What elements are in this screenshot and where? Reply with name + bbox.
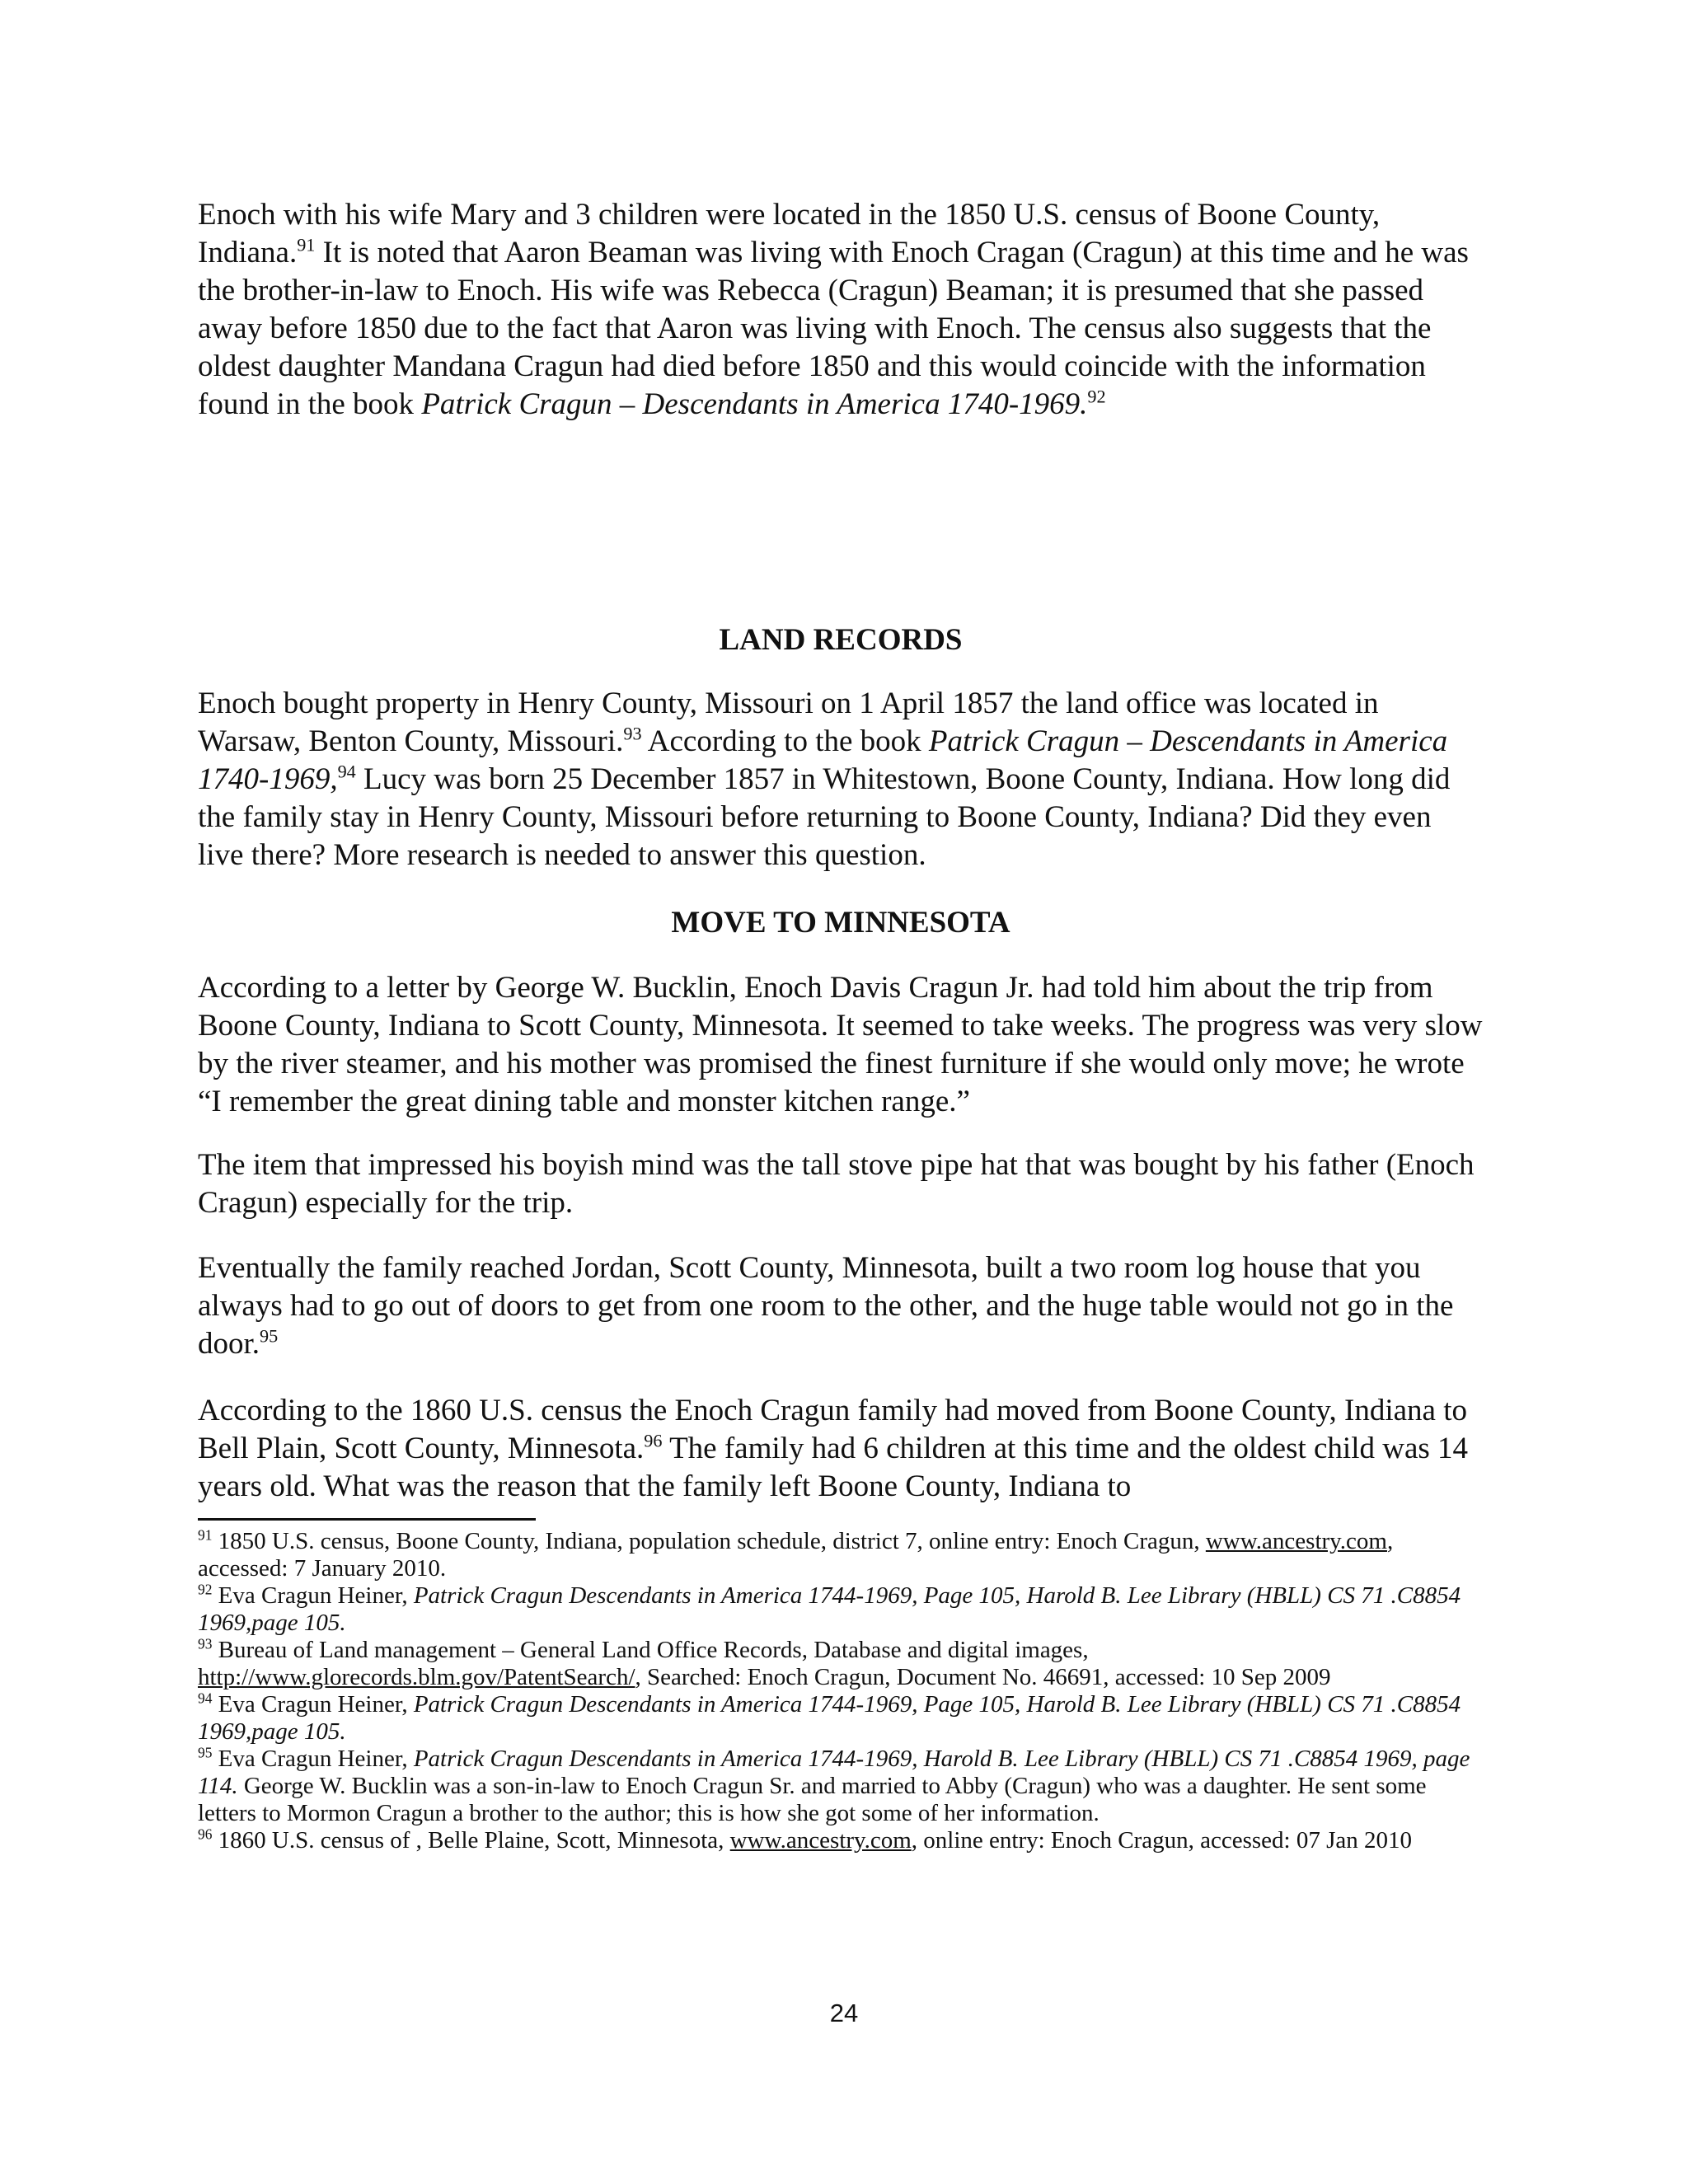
- paragraph-land-records: [198, 685, 1484, 874]
- footnote-91: [198, 1528, 1484, 1582]
- footnote-text: Bureau of Land management – General Land Office Records, Database and digital images,: [212, 1637, 1089, 1663]
- footnote-text: Eva Cragun Heiner,: [212, 1691, 414, 1718]
- footnote-text: , Searched: Enoch Cragun, Document No. 46691, accessed: 10 Sep 2009: [635, 1664, 1331, 1690]
- footnote-number: 95: [198, 1744, 213, 1761]
- footnote-96: [198, 1827, 1484, 1854]
- paragraph-1850-census: [198, 196, 1484, 424]
- footnote-divider: [198, 1518, 536, 1521]
- footnote-92: [198, 1582, 1484, 1637]
- footnote-number: 91: [198, 1526, 213, 1544]
- footnote-text: , online entry: Enoch Cragun, accessed: 07 Jan 2010: [911, 1827, 1413, 1854]
- paragraph-text: According to the book: [641, 724, 929, 758]
- paragraph-text: Eventually the family reached Jordan, Scott County, Minnesota, built a two room log house that you always had to go out of doors to get from one room to the other, and the huge table would not go in the door.: [198, 1251, 1454, 1361]
- footnote-number: 96: [198, 1825, 213, 1843]
- ancestry-link[interactable]: www.ancestry.com: [1205, 1528, 1387, 1554]
- footnote-95: [198, 1746, 1484, 1827]
- footnote-ref-95[interactable]: 95: [260, 1325, 279, 1347]
- footnote-ref-94[interactable]: 94: [337, 761, 356, 782]
- footnote-citation: Patrick Cragun Descendants in America 1744-1969, Harold B. Lee Library (HBLL) CS 71 .C8854 1969, page 114.: [198, 1746, 1470, 1799]
- paragraph-text: Enoch with his wife Mary and 3 children were located in the 1850 U.S. census of Boone County, Indiana.: [198, 198, 1381, 269]
- footnotes-section: [198, 1528, 1484, 1854]
- footnote-93: [198, 1637, 1484, 1691]
- book-title: Patrick Cragun – Descendants in America 1740-1969.: [421, 387, 1088, 421]
- footnote-number: 94: [198, 1690, 213, 1707]
- footnote-text: George W. Bucklin was a son-in-law to Enoch Cragun Sr. and married to Abby (Cragun) who was a daughter. He sent some letters to Mormon Cragun a brother to the author; this is how she got some of her information.: [198, 1773, 1427, 1826]
- footnote-ref-93[interactable]: 93: [623, 723, 642, 744]
- book-title: Patrick Cragun – Descendants in America 1740-1969,: [198, 724, 1448, 796]
- footnote-ref-91[interactable]: 91: [297, 234, 316, 255]
- footnote-number: 93: [198, 1635, 213, 1652]
- paragraph-bucklin-letter: According to a letter by George W. Bucklin, Enoch Davis Cragun Jr. had told him about the trip from Boone County, Indiana to Scott County, Minnesota. It seemed to take weeks. The progress was very slow by the river steamer, and his mother was promised the finest furniture if she would only move; he wrote “I remember the great dining table and monster kitchen range.”: [198, 971, 1483, 1118]
- page-number: 24: [829, 1999, 859, 2027]
- footnote-text: 1850 U.S. census, Boone County, Indiana, population schedule, district 7, online entry: Enoch Cragun,: [212, 1528, 1206, 1554]
- paragraph-text: Enoch bought property in Henry County, Missouri on 1 April 1857 the land office was located in Warsaw, Benton County, Missouri.: [198, 687, 1379, 758]
- paragraph-stove-pipe-hat: The item that impressed his boyish mind was the tall stove pipe hat that was bought by his father (Enoch Cragun) especially for the trip.: [198, 1148, 1475, 1220]
- paragraph-log-house: [198, 1249, 1484, 1363]
- footnote-text: , accessed: 7 January 2010.: [198, 1528, 1394, 1582]
- footnote-citation: Patrick Cragun Descendants in America 1744-1969, Page 105, Harold B. Lee Library (HBLL) CS 71 .C8854 1969,page 105.: [198, 1691, 1461, 1745]
- paragraph-text: According to the 1860 U.S. census the Enoch Cragun family had moved from Boone County, Indiana to Bell Plain, Scott County, Minnesota.: [198, 1394, 1467, 1465]
- paragraph-1860-census: [198, 1392, 1484, 1506]
- footnote-ref-96[interactable]: 96: [644, 1430, 663, 1451]
- footnote-text: Eva Cragun Heiner,: [212, 1746, 414, 1772]
- footnote-text: Eva Cragun Heiner,: [212, 1582, 414, 1609]
- footnote-94: [198, 1691, 1484, 1746]
- heading-move-to-minnesota: MOVE TO MINNESOTA: [671, 906, 1010, 940]
- paragraph-text: The family had 6 children at this time and the oldest child was 14 years old. What was the reason that the family left Boone County, Indiana to: [198, 1432, 1469, 1503]
- heading-land-records: LAND RECORDS: [719, 623, 963, 657]
- ancestry-link[interactable]: www.ancestry.com: [729, 1827, 912, 1854]
- glorecords-link[interactable]: http://www.glorecords.blm.gov/PatentSearch/: [198, 1664, 635, 1690]
- footnote-number: 92: [198, 1581, 213, 1598]
- footnote-citation: Patrick Cragun Descendants in America 1744-1969, Page 105, Harold B. Lee Library (HBLL) CS 71 .C8854 1969,page 105.: [198, 1582, 1461, 1636]
- footnote-ref-92[interactable]: 92: [1087, 386, 1106, 407]
- footnote-text: 1860 U.S. census of , Belle Plaine, Scott, Minnesota,: [212, 1827, 730, 1854]
- paragraph-text: Lucy was born 25 December 1857 in Whitestown, Boone County, Indiana. How long did the family stay in Henry County, Missouri before returning to Boone County, Indiana? Did they even live there? More research is needed to answer this question.: [198, 762, 1451, 872]
- paragraph-text: It is noted that Aaron Beaman was living with Enoch Cragan (Cragun) at this time and he was the brother-in-law to Enoch. His wife was Rebecca (Cragun) Beaman; it is presumed that she passed away before 1850 due to the fact that Aaron was living with Enoch. The census also suggests that the oldest daughter Mandana Cragun had died before 1850 and this would coincide with the information found in the book: [198, 236, 1469, 421]
